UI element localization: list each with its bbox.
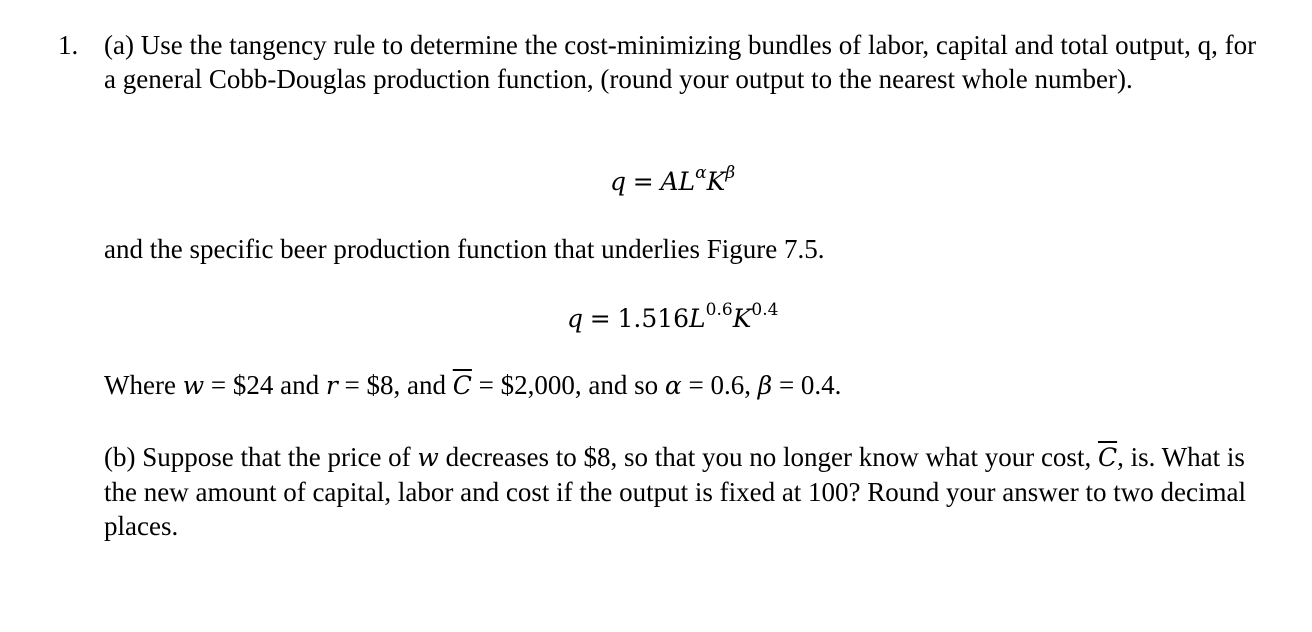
where-part-3: = $2,000, and so xyxy=(478,370,659,400)
where-part-2: = $8, and xyxy=(344,370,446,400)
part-b-mid: decreases to $8, so that you no longer know what your cost, xyxy=(445,442,1092,472)
eq-equals: = xyxy=(632,167,654,196)
part-b-var-w: w xyxy=(417,443,439,472)
where-part-4: = 0.6, xyxy=(688,370,751,400)
beer-production-equation xyxy=(567,301,778,336)
var-r: r xyxy=(325,371,338,400)
eq-beta-exponent: β xyxy=(725,163,736,183)
where-paragraph xyxy=(104,368,1274,403)
var-w: w xyxy=(182,371,205,400)
var-beta: β xyxy=(757,371,773,400)
where-part-1: = $24 and xyxy=(210,370,320,400)
beer-eq-coefficient: 1.516 xyxy=(617,304,690,333)
part-b-paragraph xyxy=(104,440,1284,543)
var-c-bar: $\overline{C}$ xyxy=(452,371,472,400)
question-number: 1. xyxy=(58,30,79,60)
beer-eq-L: L xyxy=(689,304,706,333)
general-cobb-douglas-equation xyxy=(610,164,735,199)
part-b-rest: , is. What is the new amount of capital, labor and cost if the output is fixed at 100? Round your answer to two decimal places. xyxy=(104,442,1246,541)
connector-paragraph: and the specific beer production function that underlies Figure 7.5. xyxy=(104,234,825,264)
where-part-5: = 0.4. xyxy=(778,370,842,400)
beer-eq-K: K xyxy=(732,304,752,333)
eq-K: K xyxy=(706,167,726,196)
eq-L: L xyxy=(678,167,696,196)
eq-A: A xyxy=(660,167,679,196)
where-word: Where xyxy=(104,370,176,400)
beer-eq-K-exponent: 0.4 xyxy=(751,300,779,320)
beer-eq-q: q xyxy=(567,304,584,333)
beer-eq-equals: = xyxy=(589,304,611,333)
part-b-lead: (b) Suppose that the price of xyxy=(104,442,411,472)
part-a-paragraph: (a) Use the tangency rule to determine the cost-minimizing bundles of labor, capital and total output, q, for a general Cobb-Douglas production function, (round your output to the nearest whole number). xyxy=(104,30,1257,94)
eq-alpha-exponent: α xyxy=(695,163,707,183)
beer-eq-L-exponent: 0.6 xyxy=(705,300,733,320)
eq-q: q xyxy=(610,167,627,196)
part-b-var-c-bar: $\overline{C}$ xyxy=(1097,443,1118,472)
var-alpha: α xyxy=(664,371,682,400)
